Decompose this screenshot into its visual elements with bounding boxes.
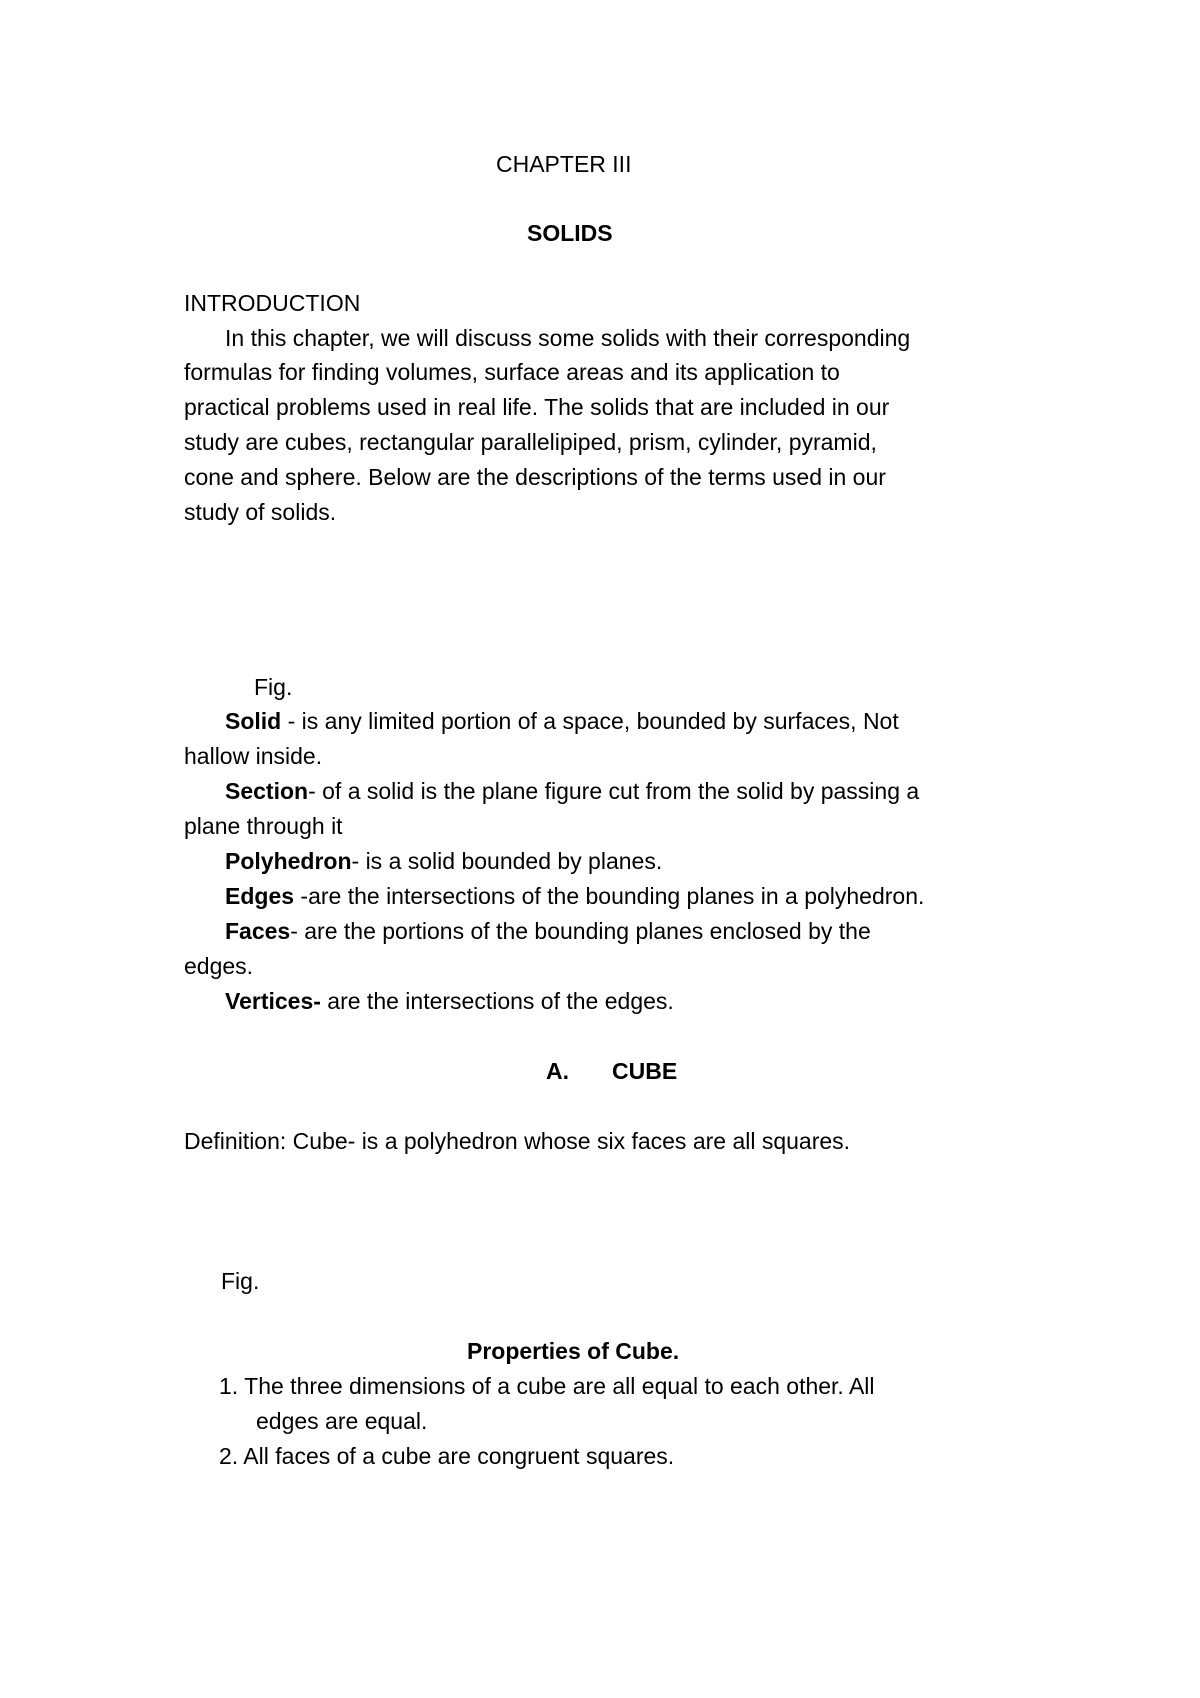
term-edges	[225, 881, 924, 911]
term-name: Edges	[225, 883, 295, 909]
term-description: are the intersections of the edges.	[320, 988, 674, 1014]
properties-heading: Properties of Cube.	[467, 1338, 680, 1364]
term-description: - of a solid is the plane figure cut from the solid by passing a	[308, 778, 920, 804]
property-item	[219, 1441, 674, 1471]
property-text: The three dimensions of a cube are all equal to each other. All	[238, 1373, 875, 1399]
term-name: Section	[225, 778, 309, 804]
term-description-continued: edges.	[184, 953, 254, 979]
chapter-label: CHAPTER III	[496, 151, 632, 177]
property-number: 1.	[219, 1373, 239, 1399]
property-text: All faces of a cube are congruent squares.	[238, 1443, 675, 1469]
intro-line: study of solids.	[184, 499, 337, 525]
intro-line: In this chapter, we will discuss some solids with their corresponding	[225, 325, 911, 351]
figure-label: Fig.	[254, 674, 293, 700]
section-a-title: CUBE	[612, 1058, 678, 1084]
term-name: Polyhedron	[225, 848, 352, 874]
figure-label: Fig.	[221, 1268, 260, 1294]
term-faces	[225, 916, 871, 946]
cube-definition: Definition: Cube- is a polyhedron whose six faces are all squares.	[184, 1128, 851, 1154]
introduction-heading: INTRODUCTION	[184, 290, 361, 316]
chapter-title: SOLIDS	[527, 220, 613, 246]
term-polyhedron	[225, 846, 662, 876]
term-section	[225, 776, 919, 806]
term-description-continued: plane through it	[184, 813, 343, 839]
term-description: - is any limited portion of a space, bounded by surfaces, Not	[281, 708, 899, 734]
property-item	[219, 1371, 875, 1401]
intro-line: practical problems used in real life. The solids that are included in our	[184, 394, 890, 420]
term-solid	[225, 706, 899, 736]
term-description-continued: hallow inside.	[184, 743, 323, 769]
intro-line: cone and sphere. Below are the descriptions of the terms used in our	[184, 464, 886, 490]
property-text-continued: edges are equal.	[256, 1408, 428, 1434]
term-description: -are the intersections of the bounding planes in a polyhedron.	[294, 883, 925, 909]
term-name: Faces	[225, 918, 291, 944]
term-name: Solid	[225, 708, 282, 734]
term-description: - is a solid bounded by planes.	[351, 848, 663, 874]
term-vertices	[225, 986, 674, 1016]
section-a-letter: A.	[546, 1058, 569, 1084]
term-name: Vertices-	[225, 988, 321, 1014]
term-description: - are the portions of the bounding planes enclosed by the	[290, 918, 871, 944]
intro-line: formulas for finding volumes, surface areas and its application to	[184, 359, 840, 385]
intro-line: study are cubes, rectangular parallelipiped, prism, cylinder, pyramid,	[184, 429, 877, 455]
property-number: 2.	[219, 1443, 239, 1469]
